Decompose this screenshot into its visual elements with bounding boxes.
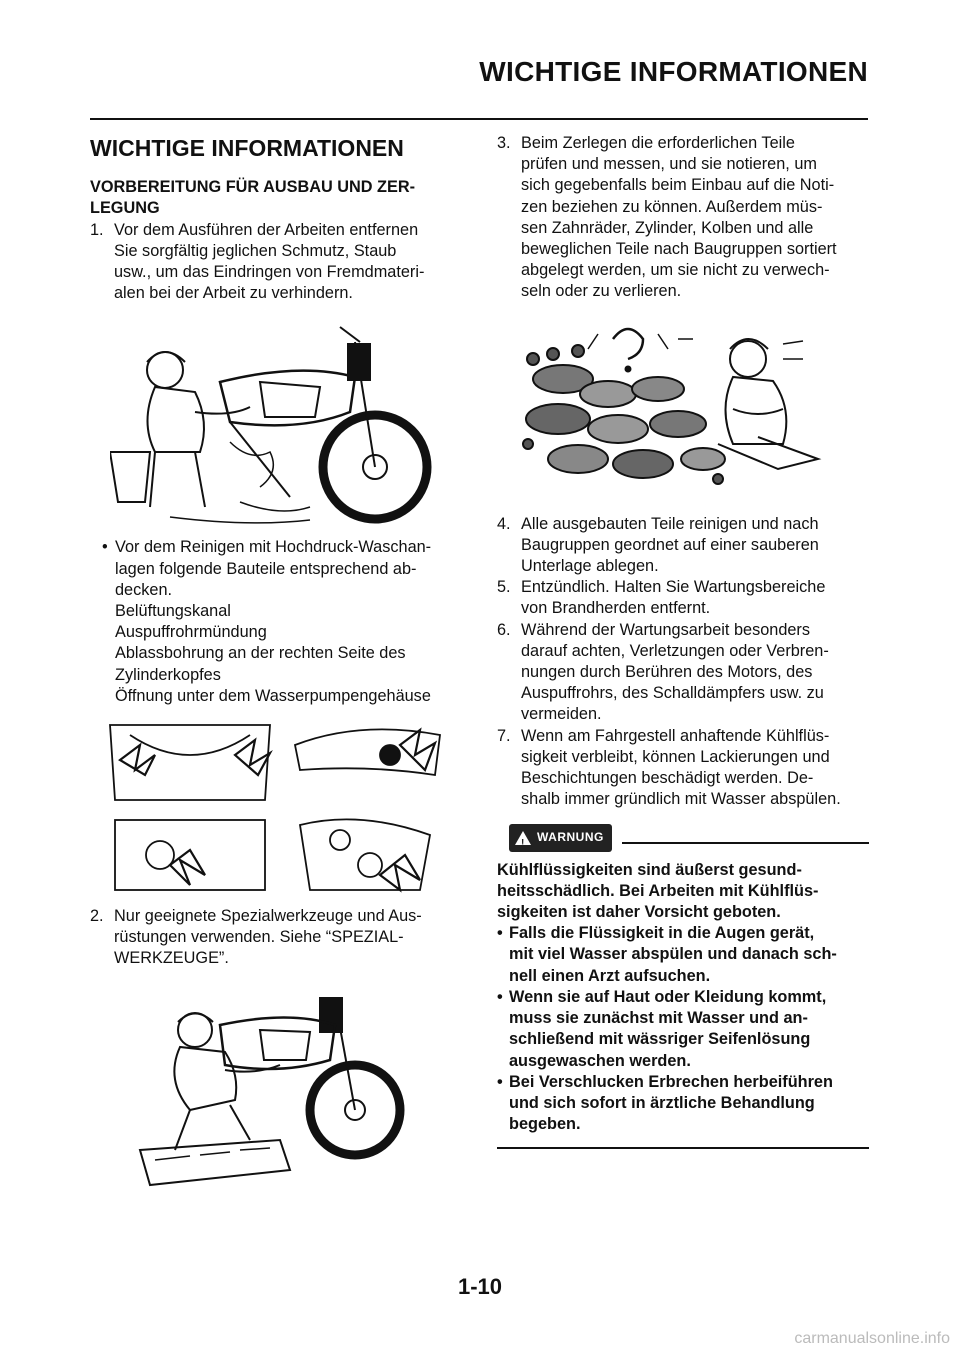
section-title: WICHTIGE INFORMATIONEN xyxy=(90,135,404,161)
bullet-line: Belüftungskanal xyxy=(115,602,231,621)
warning-line: heitsschädlich. Bei Arbeiten mit Kühlflüs- xyxy=(497,881,819,900)
item-line: Baugruppen geordnet auf einer sauberen xyxy=(521,535,819,554)
left-column xyxy=(90,130,470,1190)
warning-line: mit viel Wasser abspülen und danach sch- xyxy=(509,945,837,964)
item-line: von Brandherden entfernt. xyxy=(521,599,711,618)
item-number: 3. xyxy=(497,134,511,152)
item-line: rüstungen verwenden. Siehe “SPEZIAL- xyxy=(114,928,404,947)
bullet-line: Vor dem Reinigen mit Hochdruck-Waschan- xyxy=(115,538,432,557)
list-item-4 xyxy=(497,514,869,578)
item-line: shalb immer gründlich mit Wasser abspülen. xyxy=(521,790,841,809)
mechanic-tools-illustration xyxy=(130,990,430,1190)
warning-line: und sich sofort in ärztliche Behandlung xyxy=(509,1093,815,1112)
warning-body xyxy=(497,860,869,1136)
item-number: 2. xyxy=(90,907,104,926)
subsection-title xyxy=(90,177,470,219)
item-line: Beim Zerlegen die erforderlichen Teile xyxy=(521,134,795,152)
warning-bullet: • Bei Verschlucken Erbrechen herbeiführen und sich sofort in ärztliche Behandlung begeben. xyxy=(497,1072,869,1136)
list-item-1 xyxy=(90,220,470,305)
warning-line: begeben. xyxy=(509,1115,581,1134)
warning-line: ausgewaschen werden. xyxy=(509,1051,691,1070)
list-item-3 xyxy=(497,133,869,303)
warning-end-rule xyxy=(497,1147,869,1149)
masking-points-illustration xyxy=(100,715,460,900)
item-line: zen beziehen zu können. Außerdem müs- xyxy=(521,197,823,216)
item-line: Nur geeignete Spezialwerkzeuge und Aus- xyxy=(114,907,422,926)
warning-line: Falls die Flüssigkeit in die Augen gerät, xyxy=(509,924,815,943)
warning-line: nell einen Arzt aufsuchen. xyxy=(509,966,711,985)
warning-label: WARNUNG xyxy=(537,830,604,845)
warning-line: Bei Verschlucken Erbrechen herbeiführen xyxy=(509,1072,833,1091)
sorted-parts-illustration xyxy=(518,319,848,494)
item-number: 4. xyxy=(497,514,511,533)
item-line: usw., um das Eindringen von Fremdmateri- xyxy=(114,263,425,282)
bullet-mark: • xyxy=(102,538,108,557)
list-item-2 xyxy=(90,906,470,970)
item-number: 5. xyxy=(497,578,511,597)
page-number: 1-10 xyxy=(457,1274,503,1299)
item-line: beweglichen Teile nach Baugruppen sortiert xyxy=(521,240,837,259)
subsection-title-line: LEGUNG xyxy=(90,199,160,218)
header-rule xyxy=(90,118,868,120)
item-line: sen Zahnräder, Zylinder, Kolben und alle xyxy=(521,218,814,237)
list-item-6 xyxy=(497,620,869,726)
list-item-5 xyxy=(497,577,869,619)
warning-rule xyxy=(622,842,869,844)
item-line: sich gegebenfalls beim Einbau auf die Noti- xyxy=(521,176,835,195)
item-line: alen bei der Arbeit zu verhindern. xyxy=(114,284,353,303)
warning-bullet: • Falls die Flüssigkeit in die Augen gerät, mit viel Wasser abspülen und danach sch- nell einen Arzt aufsuchen. xyxy=(497,923,869,987)
bullet-line: Öffnung unter dem Wasserpumpengehäuse xyxy=(115,686,431,705)
warning-line: Kühlflüssigkeiten sind äußerst gesund- xyxy=(497,860,802,879)
bullet-line: decken. xyxy=(115,580,173,599)
warning-line: Wenn sie auf Haut oder Kleidung kommt, xyxy=(509,987,827,1006)
item-line: nungen durch Berühren des Motors, des xyxy=(521,663,813,682)
item-line: Während der Wartungsarbeit besonders xyxy=(521,620,810,639)
warning-line: sigkeiten ist daher Vorsicht geboten. xyxy=(497,903,781,922)
item-line: WERKZEUGE”. xyxy=(114,949,229,968)
warning-header xyxy=(497,824,869,851)
item-line: prüfen und messen, und sie notieren, um xyxy=(521,155,817,174)
right-column xyxy=(497,130,869,1149)
bullet-line: Zylinderkopfes xyxy=(115,665,221,684)
warning-bullet: • Wenn sie auf Haut oder Kleidung kommt, muss sie zunächst mit Wasser und an- schließend mit wässriger Seifenlösung ausgewaschen werden. xyxy=(497,987,869,1072)
item-line: abgelegt werden, um sie nicht zu verwech- xyxy=(521,261,830,280)
item-line: seln oder zu verlieren. xyxy=(521,282,682,301)
bullet-line: lagen folgende Bauteile entsprechend ab- xyxy=(115,559,417,578)
item-number: 7. xyxy=(497,726,511,745)
item-number: 6. xyxy=(497,620,511,639)
subsection-title-line: VORBEREITUNG FÜR AUSBAU UND ZER- xyxy=(90,178,416,197)
item-line: Vor dem Ausführen der Arbeiten entfernen xyxy=(114,220,419,239)
warning-icon: ! xyxy=(515,831,531,845)
bullet-item xyxy=(90,537,470,707)
item-line: Sie sorgfältig jeglichen Schmutz, Staub xyxy=(114,241,397,260)
item-line: Auspuffrohrs, des Schalldämpfers usw. zu xyxy=(521,684,824,703)
item-line: Alle ausgebauten Teile reinigen und nach xyxy=(521,514,819,533)
item-line: Beschichtungen beschädigt werden. De- xyxy=(521,769,814,788)
list-item-7 xyxy=(497,726,869,811)
page-header-title: WICHTIGE INFORMATIONEN xyxy=(479,56,868,87)
item-line: Wenn am Fahrgestell anhaftende Kühlflüs- xyxy=(521,726,830,745)
footer-watermark: carmanualsonline.info xyxy=(794,1330,950,1347)
item-line: Unterlage ablegen. xyxy=(521,557,659,576)
warning-line: schließend mit wässriger Seifenlösung xyxy=(509,1030,811,1049)
warning-line: muss sie zunächst mit Wasser und an- xyxy=(509,1009,808,1028)
item-line: Entzündlich. Halten Sie Wartungsbereiche xyxy=(521,578,826,597)
bullet-line: Ablassbohrung an der rechten Seite des xyxy=(115,644,406,663)
warning-badge xyxy=(509,824,612,851)
washing-motorcycle-illustration xyxy=(110,322,450,527)
bullet-line: Auspuffrohrmündung xyxy=(115,623,267,642)
item-line: vermeiden. xyxy=(521,705,602,724)
item-number: 1. xyxy=(90,220,104,239)
item-line: darauf achten, Verletzungen oder Verbren- xyxy=(521,641,829,660)
item-line: sigkeit verbleibt, können Lackierungen und xyxy=(521,747,830,766)
